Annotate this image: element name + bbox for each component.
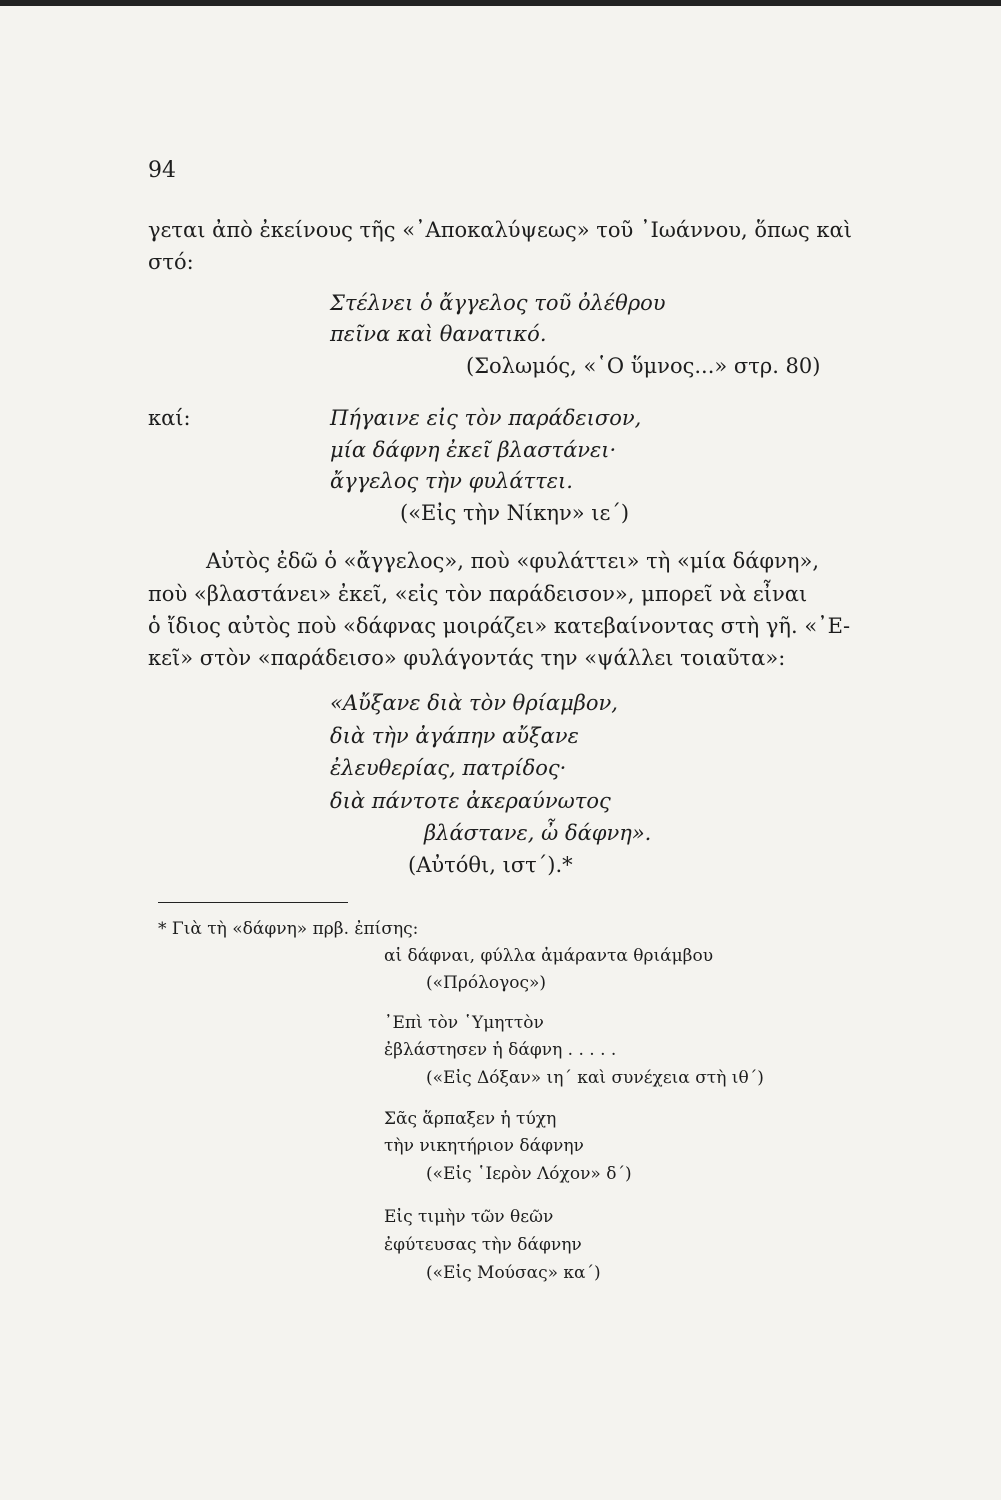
footnote-line: Εἰς τιμὴν τῶν θεῶν (384, 1207, 554, 1227)
verse-line: ἄγγελος τὴν φυλάττει. (330, 469, 573, 493)
footnote-line: Σᾶς ἅρπαξεν ἡ τύχη (384, 1109, 557, 1129)
scan-edge (0, 0, 1001, 6)
body-line: γεται ἀπὸ ἐκείνους τῆς «᾿Αποκαλύψεως» τοῦ ᾿Ιωάννου, ὅπως καὶ (148, 218, 852, 242)
verse-line: Στέλνει ὁ ἄγγελος τοῦ ὀλέθρου (330, 291, 666, 315)
body-line: Αὐτὸς ἐδῶ ὁ «ἄγγελος», ποὺ «φυλάττει» τὴ «μία δάφνη», (206, 549, 820, 573)
footnote-intro: * Γιὰ τὴ «δάφνη» πρβ. ἐπίσης: (158, 919, 419, 939)
verse-line: βλάστανε, ὦ δάφνη». (424, 821, 652, 845)
citation: (Σολωμός, «῾Ο ὕμνος...» στρ. 80) (466, 354, 821, 378)
footnote-line: τὴν νικητήριον δάφνην (384, 1136, 584, 1156)
footnote-line: ἐφύτευσας τὴν δάφνην (384, 1235, 582, 1255)
citation: («Εἰς τὴν Νίκην» ιε΄) (400, 501, 630, 525)
verse-line: διὰ πάντοτε ἀκεραύνωτος (330, 789, 611, 813)
footnote-line: ἐβλάστησεν ἡ δάφνη . . . . . (384, 1040, 617, 1060)
body-line: στό: (148, 250, 194, 274)
footnote-line: ᾿Επὶ τὸν ῾Υμηττὸν (384, 1013, 544, 1033)
footnote-citation: («Εἰς Μούσας» κα΄) (426, 1263, 601, 1283)
verse-line: «Αὔξανε διὰ τὸν θρίαμβον, (330, 691, 618, 715)
body-line: ποὺ «βλαστάνει» ἐκεῖ, «εἰς τὸν παράδεισον», μπορεῖ νὰ εἶναι (148, 582, 808, 606)
citation: (Αὐτόθι, ιστ΄).* (408, 853, 573, 877)
body-line: κεῖ» στὸν «παράδεισο» φυλάγοντάς την «ψάλλει τοιαῦτα»: (148, 646, 786, 670)
body-line: ὁ ἴδιος αὐτὸς ποὺ «δάφνας μοιράζει» κατεβαίνοντας στὴ γῆ. «᾿Ε- (148, 614, 851, 638)
footnote-citation: («Εἰς Δόξαν» ιη΄ καὶ συνέχεια στὴ ιθ΄) (426, 1068, 764, 1088)
footnote-citation: («Εἰς ῾Ιερὸν Λόχον» δ΄) (426, 1164, 632, 1184)
quote-label: καί: (148, 406, 191, 430)
page-number: 94 (148, 158, 176, 183)
footnote-line: αἱ δάφναι, φύλλα ἀμάραντα θριάμβου (384, 946, 714, 966)
verse-line: Πήγαινε εἰς τὸν παράδεισον, (330, 406, 642, 430)
footnote-citation: («Πρόλογος») (426, 973, 547, 993)
verse-line: μία δάφνη ἐκεῖ βλαστάνει· (330, 438, 617, 462)
footnote-rule (158, 902, 348, 903)
verse-line: ἐλευθερίας, πατρίδος· (330, 756, 567, 780)
verse-line: πεῖνα καὶ θανατικό. (330, 322, 547, 346)
verse-line: διὰ τὴν ἀγάπην αὔξανε (330, 724, 579, 748)
